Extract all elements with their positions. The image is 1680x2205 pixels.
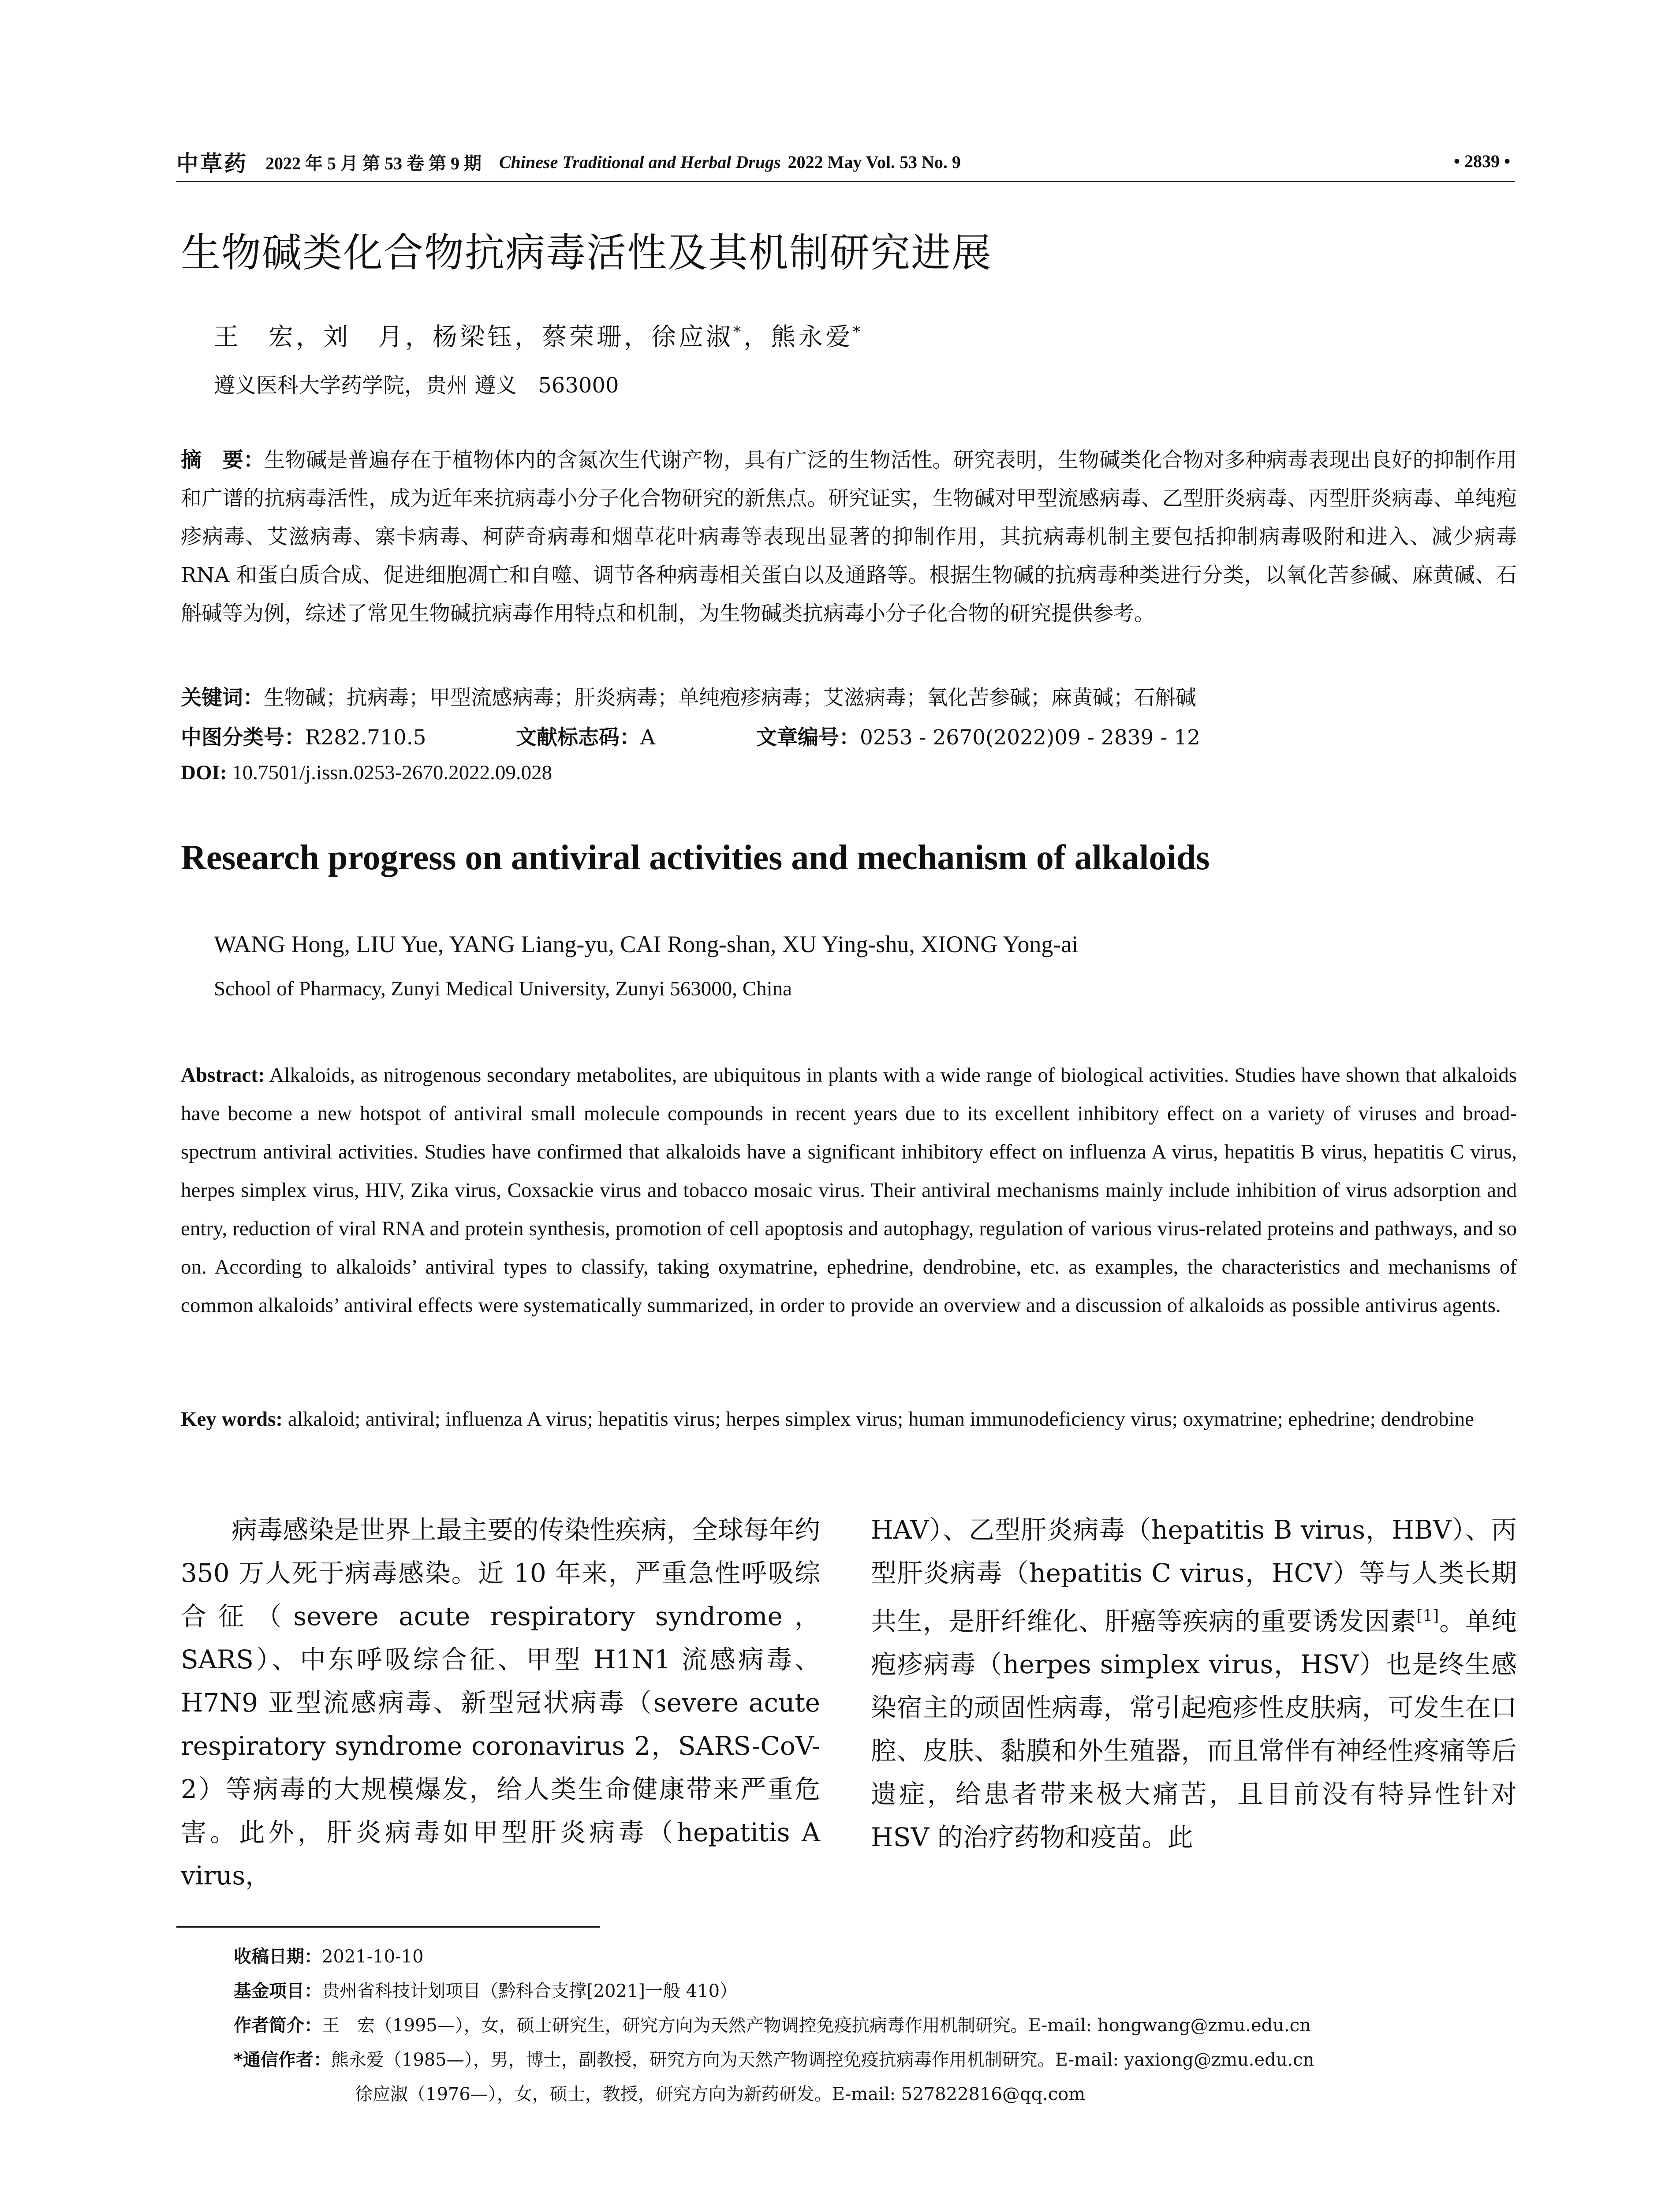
keywords-cn-text: 生物碱；抗病毒；甲型流感病毒；肝炎病毒；单纯疱疹病毒；艾滋病毒；氧化苦参碱；麻黄碱；石斛碱 [264, 686, 1196, 710]
authors-en: WANG Hong, LIU Yue, YANG Liang-yu, CAI Rong-shan, XU Ying-shu, XIONG Yong-ai [214, 931, 1079, 957]
abstract-en-label: Abstract: [181, 1064, 265, 1087]
fund-value: 贵州省科技计划项目（黔科合支撑[2021]一般 410） [322, 1981, 738, 2001]
doi-label: DOI: [181, 761, 227, 784]
keywords-en-label: Key words: [181, 1408, 283, 1431]
abstract-en-text: Alkaloids, as nitrogenous secondary metabolites, are ubiquitous in plants with a wide range of biological activities. Studies have shown that alkaloids have become a new hotspot of antiviral small molecule compounds in recent years due to its excellent inhibitory effect on a variety of viruses and broad-spectrum antiviral activities. Studies have confirmed that alkaloids have a significant inhibitory effect on influenza A virus, hepatitis B virus, hepatitis C virus, herpes simplex virus, HIV, Zika virus, Coxsackie virus and tobacco mosaic virus. Their antiviral mechanisms mainly include inhibition of virus adsorption and entry, reduction of viral RNA and protein synthesis, promotion of cell apoptosis and autophagy, regulation of various virus-related proteins and pathways, and so on. According to alkaloids’ antiviral types to classify, taking oxymatrine, ephedrine, dendrobine, etc. as examples, the characteristics and mechanisms of common alkaloids’ antiviral effects were systematically summarized, in order to provide an overview and a discussion of alkaloids as possible antivirus agents. [181, 1064, 1517, 1317]
keywords-en-text: alkaloid; antiviral; influenza A virus; hepatitis virus; herpes simplex virus; human immunodeficiency virus; oxymatrine; ephedrine; dendrobine [287, 1408, 1474, 1431]
running-header [176, 142, 1515, 182]
affiliation-cn: 遵义医科大学药学院，贵州 遵义 563000 [214, 373, 619, 398]
body-right-text-b: 。单纯疱疹病毒（herpes simplex virus，HSV）也是终生感染宿主的顽固性病毒，常引起疱疹性皮肤病，可发生在口腔、皮肤、黏膜和外生殖器，而且常伴有神经性疼痛等后遗症，给患者带来极大痛苦，且目前没有特异性针对 HSV 的治疗药物和疫苗。此 [871, 1606, 1517, 1853]
journal-name-en: Chinese Traditional and Herbal Drugs [499, 152, 781, 172]
keywords-en [181, 1400, 1517, 1439]
title-cn: 生物碱类化合物抗病毒活性及其机制研究进展 [181, 230, 992, 276]
body-right-text-a: HAV）、乙型肝炎病毒（hepatitis B virus，HBV）、丙型肝炎病毒（hepatitis C virus，HCV）等与人类长期共生，是肝纤维化、肝癌等疾病的重要诱发因素 [871, 1515, 1517, 1637]
authors-cn-last: ，熊永爱 [743, 323, 853, 351]
title-en: Research progress on antiviral activities and mechanism of alkaloids [181, 838, 1210, 877]
footnote-fund [234, 1977, 737, 2002]
abstract-en [181, 1056, 1517, 1325]
corresponding-value-1: 熊永爱（1985—），男，博士，副教授，研究方向为天然产物调控免疫抗病毒作用机制研究。E-mail: yaxiong@zmu.edu.cn [331, 2050, 1314, 2070]
body-column-right [871, 1508, 1517, 1859]
keywords-cn-label: 关键词： [181, 686, 264, 710]
received-value: 2021-10-10 [322, 1947, 424, 1967]
affiliation-en: School of Pharmacy, Zunyi Medical University, Zunyi 563000, China [214, 977, 792, 1000]
authors-cn [214, 318, 863, 353]
footnote-corresponding [234, 2046, 1314, 2071]
footnote-received [234, 1943, 424, 1968]
corresponding-mark: * [853, 323, 863, 341]
classification-line [181, 721, 1517, 751]
article-number-value: 0253 - 2670(2022)09 - 2839 - 12 [860, 725, 1201, 750]
abstract-cn-label: 摘 要： [181, 448, 265, 472]
body-column-left: 病毒感染是世界上最主要的传染性疾病，全球每年约 350 万人死于病毒感染。近 10 年来，严重急性呼吸综合征（severe acute respiratory syndrome，SARS）、中东呼吸综合征、甲型 H1N1 流感病毒、H7N9 亚型流感病毒、新型冠状病毒（severe acute respiratory syndrome coronavirus 2，SARS-CoV-2）等病毒的大规模爆发，给人类生命健康带来严重危害。此外，肝炎病毒如甲型肝炎病毒（hepatitis A virus， [181, 1515, 820, 1891]
corresponding-mark: * [733, 323, 743, 341]
article-number-label: 文章编号： [756, 725, 860, 750]
authors-cn-list: 王 宏，刘 月，杨梁钰，蔡荣珊，徐应淑 [214, 323, 733, 351]
footnote-rule [176, 1926, 600, 1928]
corresponding-value-2: 徐应淑（1976—），女，硕士，教授，研究方向为新药研发。E-mail: 527822816@qq.com [355, 2084, 1086, 2104]
footnote-author [234, 2011, 1311, 2037]
doi-value[interactable]: 10.7501/j.issn.0253-2670.2022.09.028 [232, 761, 553, 784]
footnote-corresponding-2 [355, 2080, 1085, 2105]
author-bio-value: 王 宏（1995—），女，硕士研究生，研究方向为天然产物调控免疫抗病毒作用机制研究。E-mail: hongwang@zmu.edu.cn [322, 2015, 1311, 2036]
abstract-cn [181, 441, 1517, 633]
doi-line [181, 761, 552, 785]
fund-label: 基金项目： [234, 1981, 322, 2001]
received-label: 收稿日期： [234, 1947, 322, 1967]
page-number: • 2839 • [1453, 151, 1510, 171]
doc-code-label: 文献标志码： [516, 725, 640, 750]
issue-info-cn: 2022 年 5 月 第 53 卷 第 9 期 [265, 153, 482, 173]
corresponding-label: *通信作者： [234, 2050, 331, 2070]
author-bio-label: 作者简介： [234, 2015, 322, 2036]
doc-code-value: A [640, 725, 655, 750]
keywords-cn [181, 681, 1196, 711]
clc-label: 中图分类号： [181, 725, 305, 750]
issue-info-en: 2022 May Vol. 53 No. 9 [788, 152, 961, 172]
journal-name-cn: 中草药 [176, 150, 248, 176]
header-rule [176, 181, 1515, 182]
abstract-cn-text: 生物碱是普遍存在于植物体内的含氮次生代谢产物，具有广泛的生物活性。研究表明，生物碱类化合物对多种病毒表现出良好的抑制作用和广谱的抗病毒活性，成为近年来抗病毒小分子化合物研究的新焦点。研究证实，生物碱对甲型流感病毒、乙型肝炎病毒、丙型肝炎病毒、单纯疱疹病毒、艾滋病毒、寨卡病毒、柯萨奇病毒和烟草花叶病毒等表现出显著的抑制作用，其抗病毒机制主要包括抑制病毒吸附和进入、减少病毒 RNA 和蛋白质合成、促进细胞凋亡和自噬、调节各种病毒相关蛋白以及通路等。根据生物碱的抗病毒种类进行分类，以氧化苦参碱、麻黄碱、石斛碱等为例，综述了常见生物碱抗病毒作用特点和机制，为生物碱类抗病毒小分子化合物的研究提供参考。 [181, 448, 1517, 626]
reference-citation[interactable]: [1] [1416, 1607, 1439, 1625]
clc-value: R282.710.5 [305, 725, 426, 750]
